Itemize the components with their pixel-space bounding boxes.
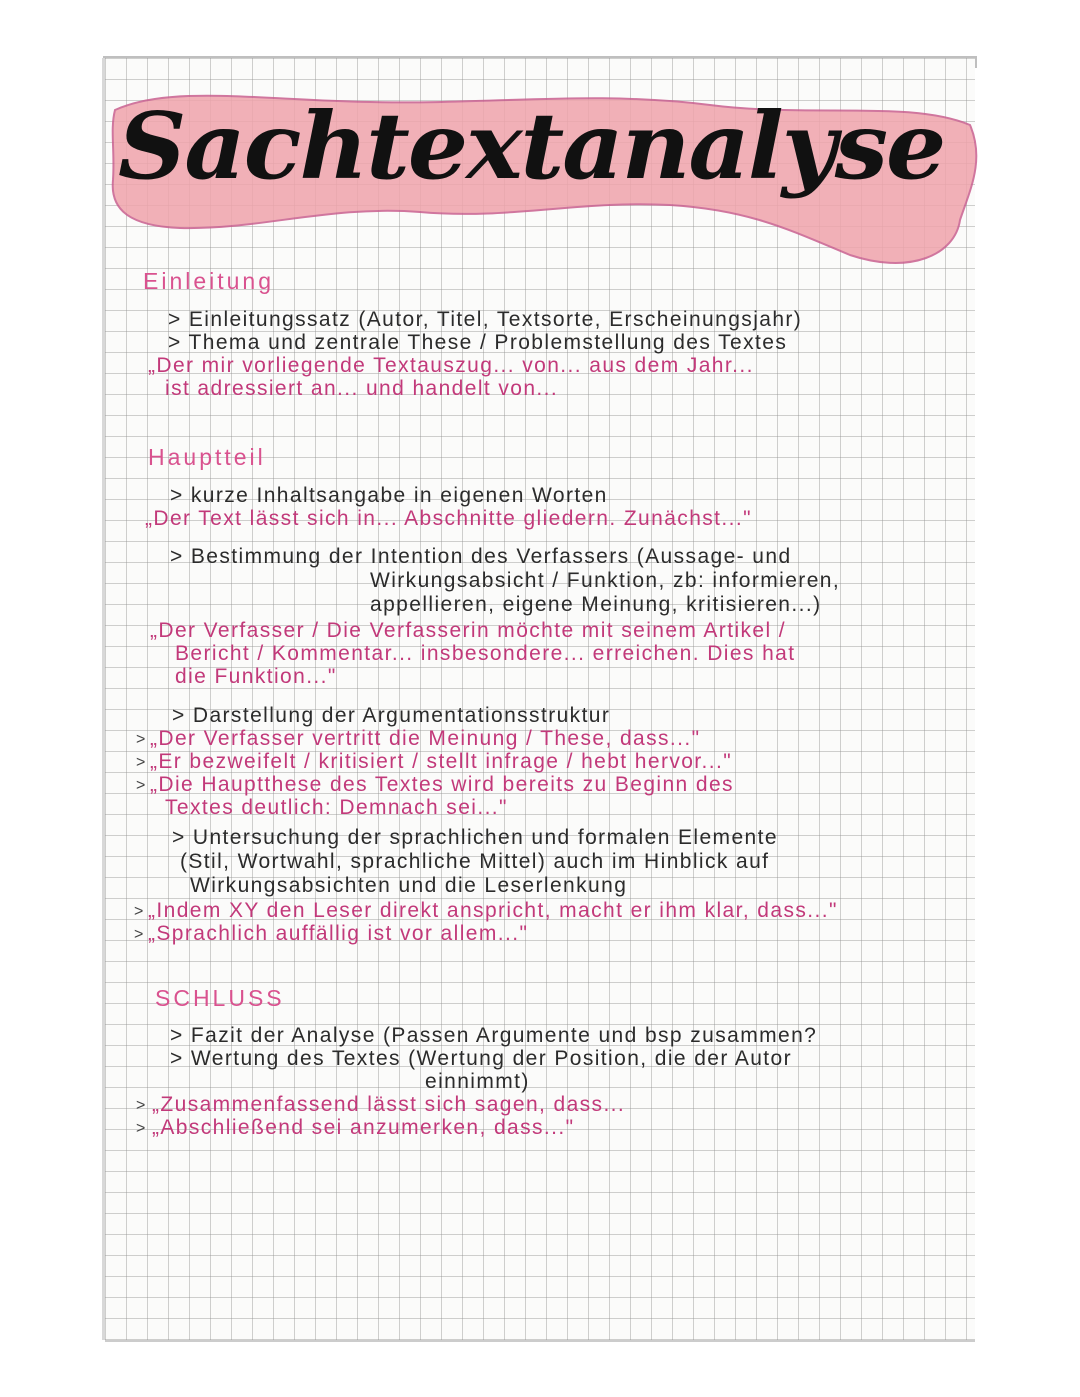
point-intention-cont: Wirkungsabsicht / Funktion, zb: informieren, [370,569,841,592]
example-line: die Funktion..." [175,665,337,688]
margin-arrow-icon: > [136,1120,146,1137]
heading-schluss: SCHLUSS [155,985,285,1011]
point-wertung-cont: einnimmt) [425,1070,530,1093]
example-line: „Der Text lässt sich in... Abschnitte gliedern. Zunächst..." [145,507,752,530]
point-fazit: > Fazit der Analyse (Passen Argumente und bsp zusammen? [170,1024,818,1047]
page-title: Sachtextanalyse [118,92,945,200]
example-line: „Der mir vorliegende Textauszug... von... aus dem Jahr... [148,354,754,377]
example-line: „Der Verfasser vertritt die Meinung / These, dass..." [150,727,701,750]
example-line: „Indem XY den Leser direkt anspricht, macht er ihm klar, dass..." [148,899,838,922]
point-wertung: > Wertung des Textes (Wertung der Position, die der Autor [170,1047,793,1070]
example-line: Bericht / Kommentar... insbesondere... erreichen. Dies hat [175,642,796,665]
margin-arrow-icon: > [136,731,146,748]
margin-arrow-icon: > [134,903,144,920]
example-line: „Zusammenfassend lässt sich sagen, dass... [152,1093,626,1116]
point-sprache-cont: (Stil, Wortwahl, sprachliche Mittel) auch im Hinblick auf [180,850,770,873]
margin-arrow-icon: > [136,754,146,771]
margin-arrow-icon: > [136,1097,146,1114]
point-inhaltsangabe: > kurze Inhaltsangabe in eigenen Worten [170,484,608,507]
example-line: Textes deutlich: Demnach sei..." [165,796,508,819]
heading-einleitung: Einleitung [143,268,275,294]
example-line: „Abschließend sei anzumerken, dass..." [152,1116,575,1139]
heading-hauptteil: Hauptteil [148,444,266,470]
point-einleitungssatz: > Einleitungssatz (Autor, Titel, Textsorte, Erscheinungsjahr) [168,308,803,331]
margin-arrow-icon: > [136,777,146,794]
margin-arrow-icon: > [134,926,144,943]
point-intention-cont: appellieren, eigene Meinung, kritisieren...) [370,593,822,616]
point-intention: > Bestimmung der Intention des Verfassers (Aussage- und [170,545,792,568]
example-line: „Sprachlich auffällig ist vor allem..." [148,922,529,945]
example-line: „Die Hauptthese des Textes wird bereits zu Beginn des [150,773,734,796]
example-line: „Der Verfasser / Die Verfasserin möchte mit seinem Artikel / [150,619,787,642]
point-sprache-cont: Wirkungsabsichten und die Leserlenkung [190,874,628,897]
point-sprache: > Untersuchung der sprachlichen und formalen Elemente [172,826,778,849]
point-argumentation: > Darstellung der Argumentationsstruktur [172,704,611,727]
point-thema: > Thema und zentrale These / Problemstellung des Textes [168,331,788,354]
example-line: „Er bezweifelt / kritisiert / stellt infrage / hebt hervor..." [150,750,733,773]
example-line: ist adressiert an... und handelt von... [165,377,559,400]
